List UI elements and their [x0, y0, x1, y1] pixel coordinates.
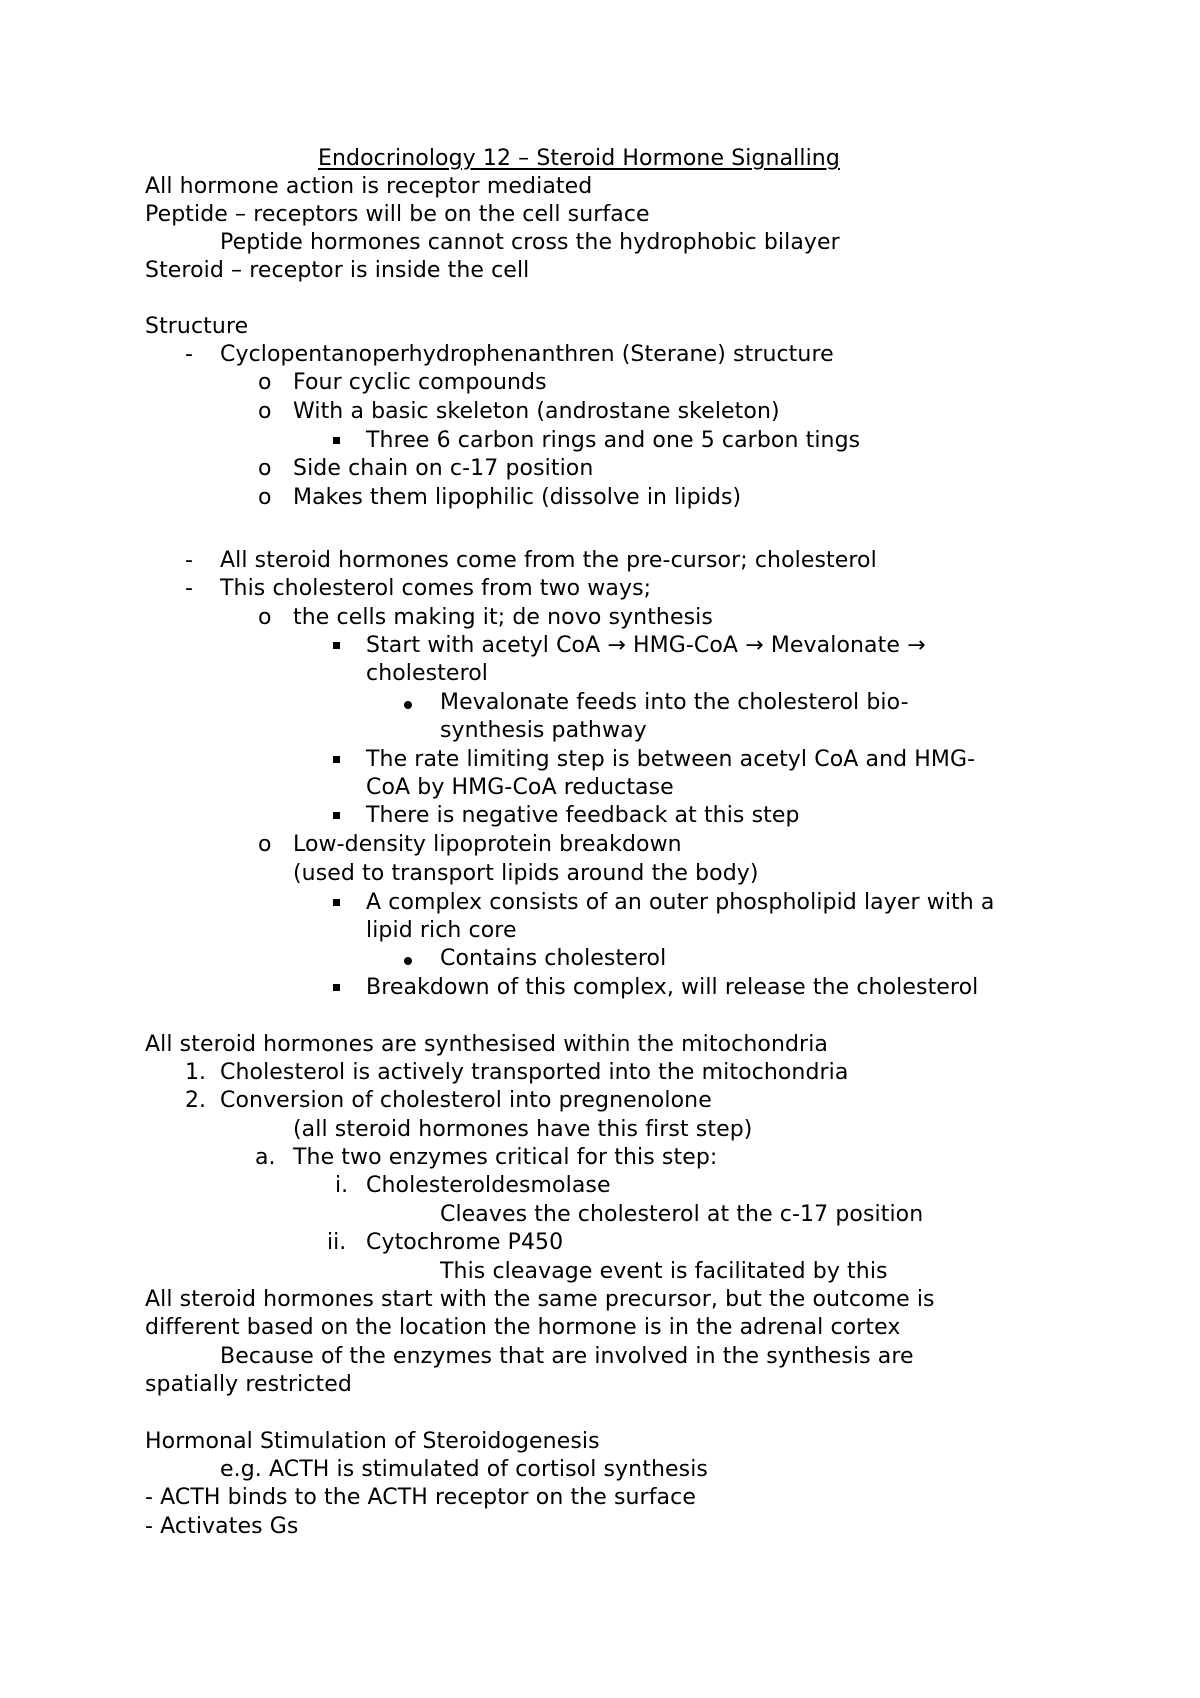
arrow-right-icon: →	[745, 633, 771, 658]
circle-bullet: o	[258, 456, 272, 481]
number-marker: 2.	[185, 1088, 206, 1113]
dash-bullet: -	[185, 548, 193, 573]
list-item: With a basic skeleton (androstane skeleton)	[293, 399, 780, 424]
list-item: Three 6 carbon rings and one 5 carbon tings	[366, 428, 861, 453]
intro-line: Peptide hormones cannot cross the hydrophobic bilayer	[220, 230, 840, 255]
circle-bullet: o	[258, 832, 272, 857]
list-item: The two enzymes critical for this step:	[293, 1145, 718, 1170]
dash-bullet: -	[185, 576, 193, 601]
square-bullet	[333, 437, 340, 444]
circle-bullet: o	[258, 485, 272, 510]
dash-bullet: -	[185, 342, 193, 367]
intro-line: Steroid – receptor is inside the cell	[145, 258, 530, 283]
list-item: Cholesteroldesmolase	[366, 1173, 611, 1198]
section-heading-hormonal: Hormonal Stimulation of Steroidogenesis	[145, 1429, 600, 1454]
list-item: (all steroid hormones have this first step)	[293, 1117, 753, 1142]
list-item: Mevalonate feeds into the cholesterol bio-	[440, 690, 909, 715]
list-item: Low-density lipoprotein breakdown	[293, 832, 682, 857]
section-heading-structure: Structure	[145, 314, 249, 339]
square-bullet	[333, 756, 340, 763]
list-item: Cyclopentanoperhydrophenanthren (Sterane) structure	[220, 342, 834, 367]
list-item: synthesis pathway	[440, 718, 647, 743]
letter-marker: a.	[255, 1145, 276, 1170]
list-item: This cholesterol comes from two ways;	[220, 576, 652, 601]
list-item: CoA by HMG-CoA reductase	[366, 775, 674, 800]
pathway-step: Start with acetyl CoA	[366, 633, 601, 658]
paragraph-line: All steroid hormones start with the same precursor, but the outcome is	[145, 1287, 935, 1312]
circle-bullet: o	[258, 370, 272, 395]
list-item: Breakdown of this complex, will release the cholesterol	[366, 975, 979, 1000]
pathway-step: HMG-CoA	[632, 633, 739, 658]
paragraph-line: e.g. ACTH is stimulated of cortisol synthesis	[220, 1457, 708, 1482]
pathway-step: cholesterol	[366, 661, 489, 686]
list-item: A complex consists of an outer phospholipid layer with a	[366, 890, 995, 915]
list-item: This cleavage event is facilitated by this	[440, 1259, 888, 1284]
arrow-right-icon: →	[607, 633, 633, 658]
paragraph-line: Because of the enzymes that are involved in the synthesis are	[220, 1344, 914, 1369]
list-item: The rate limiting step is between acetyl CoA and HMG-	[366, 747, 976, 772]
list-item: Cytochrome P450	[366, 1230, 564, 1255]
list-item: Cleaves the cholesterol at the c-17 position	[440, 1202, 924, 1227]
number-marker: 1.	[185, 1060, 206, 1085]
list-item: Four cyclic compounds	[293, 370, 547, 395]
arrow-right-icon: →	[907, 633, 926, 658]
circle-bullet: o	[258, 605, 272, 630]
pathway-line	[366, 632, 926, 660]
square-bullet	[333, 812, 340, 819]
square-bullet	[333, 642, 340, 649]
roman-marker: ii.	[327, 1230, 347, 1255]
list-item: Cholesterol is actively transported into the mitochondria	[220, 1060, 849, 1085]
circle-bullet: o	[258, 399, 272, 424]
square-bullet	[333, 984, 340, 991]
list-item: (used to transport lipids around the body)	[293, 861, 759, 886]
list-item: lipid rich core	[366, 918, 517, 943]
list-item: Side chain on c-17 position	[293, 456, 594, 481]
list-item: Makes them lipophilic (dissolve in lipids)	[293, 485, 742, 510]
list-item: All steroid hormones come from the pre-cursor; cholesterol	[220, 548, 877, 573]
square-bullet	[333, 899, 340, 906]
paragraph-line: - ACTH binds to the ACTH receptor on the surface	[145, 1485, 696, 1510]
document-title: Endocrinology 12 – Steroid Hormone Signalling	[318, 146, 840, 171]
roman-marker: i.	[335, 1173, 349, 1198]
pathway-step: Mevalonate	[770, 633, 900, 658]
section-heading-synthesis: All steroid hormones are synthesised within the mitochondria	[145, 1032, 828, 1057]
list-item: Contains cholesterol	[440, 946, 667, 971]
list-item: There is negative feedback at this step	[366, 803, 800, 828]
paragraph-line: - Activates Gs	[145, 1514, 299, 1539]
paragraph-line: spatially restricted	[145, 1372, 352, 1397]
round-bullet	[404, 701, 412, 709]
round-bullet	[404, 957, 412, 965]
paragraph-line: different based on the location the hormone is in the adrenal cortex	[145, 1315, 901, 1340]
intro-line: Peptide – receptors will be on the cell surface	[145, 202, 650, 227]
list-item: the cells making it; de novo synthesis	[293, 605, 713, 630]
list-item: Conversion of cholesterol into pregnenolone	[220, 1088, 712, 1113]
intro-line: All hormone action is receptor mediated	[145, 174, 593, 199]
